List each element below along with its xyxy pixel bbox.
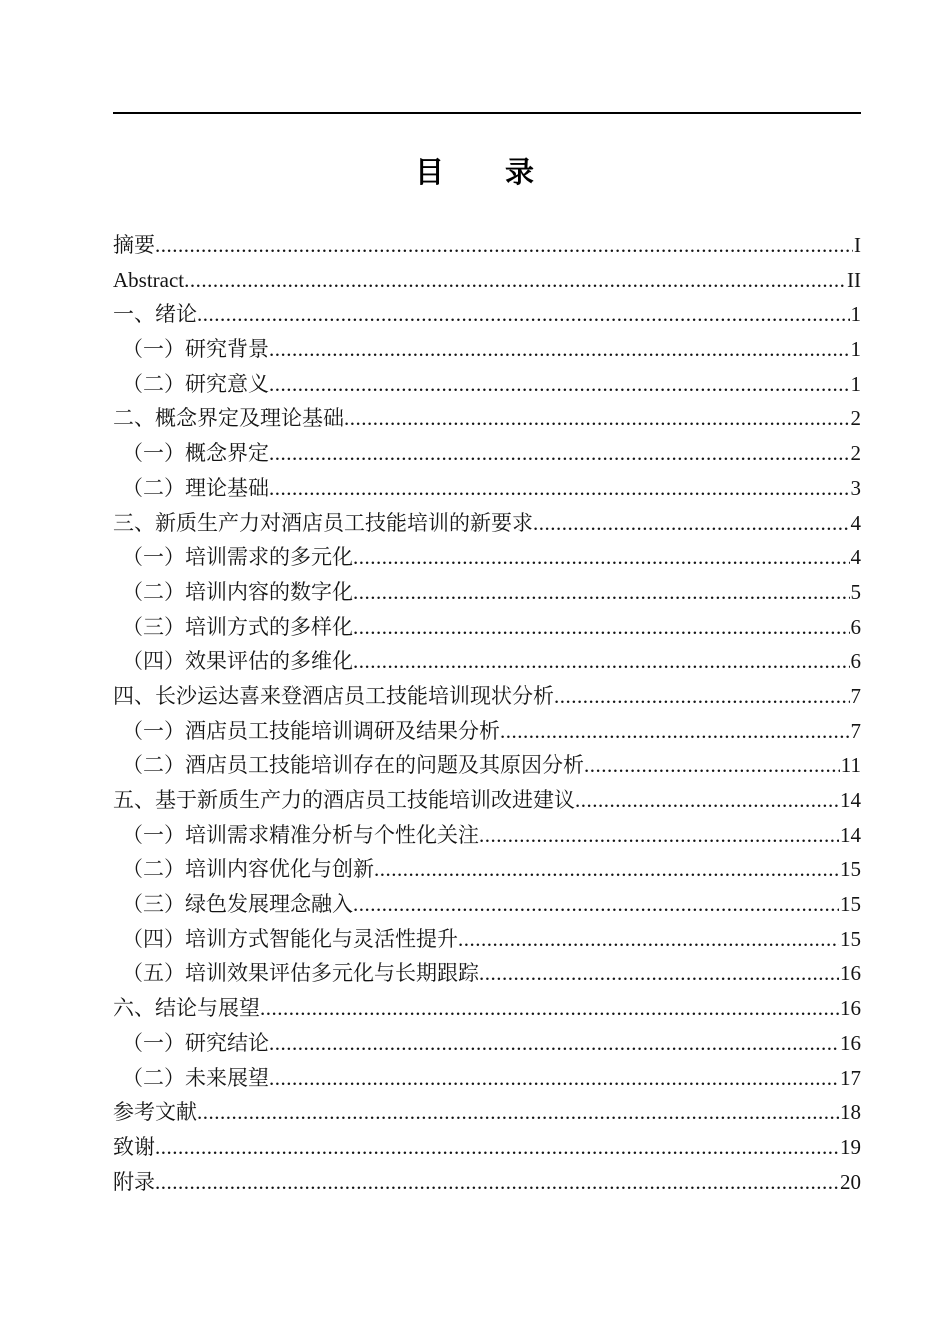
dot-leader bbox=[458, 922, 839, 957]
dot-leader bbox=[479, 818, 839, 853]
toc-entry[interactable] bbox=[113, 540, 861, 575]
toc-entry-label: 四、长沙运达喜来登酒店员工技能培训现状分析 bbox=[113, 683, 554, 708]
dot-leader bbox=[197, 297, 850, 332]
toc-entry[interactable] bbox=[113, 471, 861, 506]
toc-entry-label: 致谢 bbox=[113, 1134, 155, 1159]
toc-entry-label: 五、基于新质生产力的酒店员工技能培训改进建议 bbox=[113, 788, 575, 812]
toc-entry-label: （五）培训效果评估多元化与长期跟踪 bbox=[122, 961, 479, 986]
toc-entry-label: （二）未来展望 bbox=[122, 1065, 269, 1090]
toc-entry[interactable] bbox=[113, 436, 861, 471]
toc-entry-page-number: 4 bbox=[850, 510, 861, 535]
dot-leader bbox=[155, 228, 853, 263]
toc-entry-page-number: 14 bbox=[840, 822, 861, 847]
toc-entry-page-number: 1 bbox=[850, 371, 861, 396]
toc-entry-label: （四）培训方式智能化与灵活性提升 bbox=[122, 926, 458, 951]
toc-entry-page-number: 14 bbox=[840, 788, 861, 812]
toc-entry-page-number: 1 bbox=[850, 337, 861, 362]
toc-entry[interactable] bbox=[113, 228, 861, 263]
toc-entry[interactable] bbox=[113, 1095, 861, 1130]
toc-entry-label: （一）酒店员工技能培训调研及结果分析 bbox=[122, 718, 500, 743]
toc-list bbox=[113, 228, 861, 1199]
toc-entry[interactable] bbox=[113, 401, 861, 436]
dot-leader bbox=[184, 263, 846, 298]
toc-entry-label: （三）绿色发展理念融入 bbox=[122, 892, 353, 917]
dot-leader bbox=[197, 1095, 839, 1130]
toc-entry-page-number: 16 bbox=[840, 1030, 861, 1055]
dot-leader bbox=[269, 367, 850, 402]
toc-entry-label: 参考文献 bbox=[113, 1100, 197, 1125]
dot-leader bbox=[353, 610, 850, 645]
dot-leader bbox=[269, 436, 850, 471]
dot-leader bbox=[374, 852, 839, 887]
dot-leader bbox=[269, 471, 850, 506]
toc-entry-page-number: 5 bbox=[850, 579, 861, 604]
toc-entry-page-number: 6 bbox=[850, 614, 861, 639]
dot-leader bbox=[269, 332, 850, 367]
toc-entry[interactable] bbox=[113, 852, 861, 887]
toc-entry-label: （二）培训内容的数字化 bbox=[122, 579, 353, 604]
toc-entry-page-number: 7 bbox=[850, 718, 861, 743]
toc-entry-page-number: 1 bbox=[850, 302, 861, 327]
dot-leader bbox=[353, 644, 850, 679]
toc-entry-label: （二）培训内容优化与创新 bbox=[122, 857, 374, 882]
toc-entry-label: （一）概念界定 bbox=[122, 441, 269, 466]
toc-entry-page-number: 15 bbox=[840, 892, 861, 917]
dot-leader bbox=[155, 1165, 839, 1200]
toc-entry-page-number: 2 bbox=[850, 441, 861, 466]
dot-leader bbox=[269, 1026, 839, 1061]
toc-entry[interactable] bbox=[113, 506, 861, 541]
toc-entry[interactable] bbox=[113, 1130, 861, 1165]
dot-leader bbox=[344, 401, 850, 436]
toc-entry[interactable] bbox=[113, 644, 861, 679]
toc-entry-label: 附录 bbox=[113, 1169, 155, 1194]
toc-entry-page-number: 16 bbox=[840, 961, 861, 986]
header-rule bbox=[113, 112, 861, 114]
toc-entry[interactable] bbox=[113, 367, 861, 402]
toc-entry-page-number: I bbox=[854, 233, 861, 257]
dot-leader bbox=[533, 506, 850, 541]
toc-entry[interactable] bbox=[113, 1026, 861, 1061]
toc-entry[interactable] bbox=[113, 922, 861, 957]
dot-leader bbox=[269, 1061, 839, 1096]
toc-entry-page-number: 4 bbox=[850, 545, 861, 570]
toc-entry-page-number: 18 bbox=[840, 1100, 861, 1125]
toc-entry[interactable] bbox=[113, 714, 861, 749]
toc-entry[interactable] bbox=[113, 263, 861, 298]
toc-entry[interactable] bbox=[113, 1165, 861, 1200]
toc-entry-page-number: 6 bbox=[850, 649, 861, 674]
toc-entry-page-number: 2 bbox=[850, 406, 861, 431]
toc-entry-label: （二）研究意义 bbox=[122, 371, 269, 396]
toc-entry-label: （一）培训需求的多元化 bbox=[122, 545, 353, 570]
toc-entry[interactable] bbox=[113, 679, 861, 714]
dot-leader bbox=[554, 679, 850, 714]
dot-leader bbox=[353, 540, 850, 575]
toc-entry[interactable] bbox=[113, 887, 861, 922]
toc-entry-label: （一）研究结论 bbox=[122, 1030, 269, 1055]
toc-entry[interactable] bbox=[113, 783, 861, 818]
toc-entry-page-number: 16 bbox=[840, 996, 861, 1021]
toc-entry[interactable] bbox=[113, 818, 861, 853]
toc-entry-label: 摘要 bbox=[113, 233, 155, 257]
dot-leader bbox=[479, 956, 839, 991]
toc-entry-label: 三、新质生产力对酒店员工技能培训的新要求 bbox=[113, 510, 533, 535]
toc-entry-label: （二）酒店员工技能培训存在的问题及其原因分析 bbox=[122, 753, 584, 778]
toc-entry-page-number: 19 bbox=[840, 1134, 861, 1159]
toc-entry-label: 六、结论与展望 bbox=[113, 996, 260, 1021]
toc-entry-label: （一）研究背景 bbox=[122, 337, 269, 362]
toc-entry[interactable] bbox=[113, 332, 861, 367]
toc-entry-page-number: 15 bbox=[840, 857, 861, 882]
toc-entry-page-number: 20 bbox=[840, 1169, 861, 1194]
toc-entry-label: （二）理论基础 bbox=[122, 475, 269, 500]
toc-entry-page-number: 11 bbox=[840, 753, 861, 778]
toc-entry[interactable] bbox=[113, 575, 861, 610]
dot-leader bbox=[155, 1130, 839, 1165]
dot-leader bbox=[500, 714, 850, 749]
toc-entry-page-number: II bbox=[847, 267, 861, 292]
toc-entry-label: 二、概念界定及理论基础 bbox=[113, 406, 344, 431]
toc-entry-label: （一）培训需求精准分析与个性化关注 bbox=[122, 822, 479, 847]
dot-leader bbox=[353, 575, 850, 610]
dot-leader bbox=[353, 887, 839, 922]
toc-entry[interactable] bbox=[113, 991, 861, 1026]
toc-entry[interactable] bbox=[113, 956, 861, 991]
toc-entry-page-number: 7 bbox=[850, 683, 861, 708]
toc-entry[interactable] bbox=[113, 610, 861, 645]
toc-entry-page-number: 3 bbox=[850, 475, 861, 500]
page-title: 目 录 bbox=[414, 157, 535, 189]
dot-leader bbox=[584, 748, 840, 783]
toc-entry[interactable] bbox=[113, 1061, 861, 1096]
toc-entry-label: 一、绪论 bbox=[113, 302, 197, 327]
toc-entry-label: （三）培训方式的多样化 bbox=[122, 614, 353, 639]
toc-entry[interactable] bbox=[113, 297, 861, 332]
dot-leader bbox=[260, 991, 839, 1026]
toc-entry-page-number: 15 bbox=[840, 926, 861, 951]
toc-entry-label: （四）效果评估的多维化 bbox=[122, 649, 353, 674]
toc-entry-label: Abstract bbox=[113, 267, 185, 292]
toc-entry-page-number: 17 bbox=[840, 1065, 861, 1090]
dot-leader bbox=[575, 783, 839, 818]
toc-entry[interactable] bbox=[113, 748, 861, 783]
